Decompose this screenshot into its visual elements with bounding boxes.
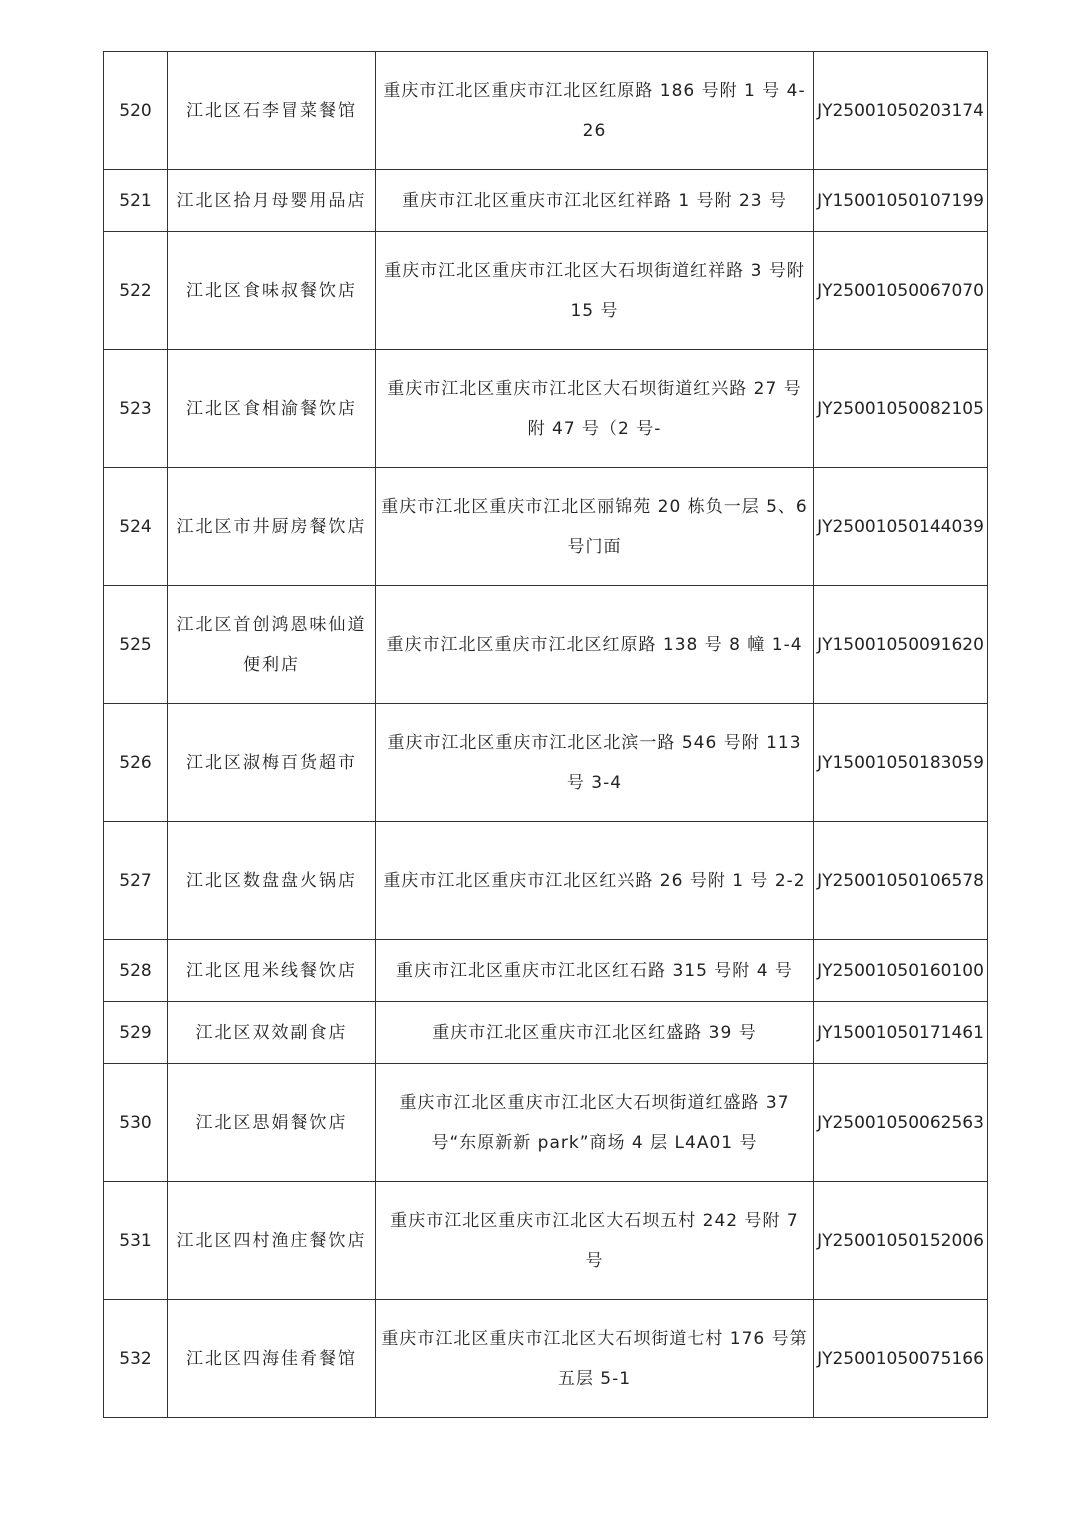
business-address: 重庆市江北区重庆市江北区红原路 138 号 8 幢 1-4 xyxy=(376,586,814,704)
license-number: JY15001050107199 xyxy=(814,170,988,232)
license-number: JY25001050152006 xyxy=(814,1182,988,1300)
license-number: JY25001050106578 xyxy=(814,822,988,940)
table-row xyxy=(104,1300,988,1418)
license-number: JY15001050091620 xyxy=(814,586,988,704)
row-number: 521 xyxy=(104,170,168,232)
row-number: 532 xyxy=(104,1300,168,1418)
business-name: 江北区食相渝餐饮店 xyxy=(168,350,376,468)
table-row xyxy=(104,1182,988,1300)
license-table xyxy=(103,51,988,1418)
business-address: 重庆市江北区重庆市江北区大石坝街道七村 176 号第五层 5-1 xyxy=(376,1300,814,1418)
table-row xyxy=(104,1002,988,1064)
row-number: 522 xyxy=(104,232,168,350)
business-address: 重庆市江北区重庆市江北区大石坝街道红兴路 27 号附 47 号（2 号- xyxy=(376,350,814,468)
license-number: JY25001050067070 xyxy=(814,232,988,350)
license-number: JY15001050183059 xyxy=(814,704,988,822)
row-number: 530 xyxy=(104,1064,168,1182)
license-number: JY25001050082105 xyxy=(814,350,988,468)
business-name: 江北区四海佳肴餐馆 xyxy=(168,1300,376,1418)
business-name: 江北区甩米线餐饮店 xyxy=(168,940,376,1002)
table-row xyxy=(104,350,988,468)
row-number: 527 xyxy=(104,822,168,940)
license-number: JY25001050160100 xyxy=(814,940,988,1002)
business-name: 江北区市井厨房餐饮店 xyxy=(168,468,376,586)
row-number: 528 xyxy=(104,940,168,1002)
business-name: 江北区数盘盘火锅店 xyxy=(168,822,376,940)
business-address: 重庆市江北区重庆市江北区红原路 186 号附 1 号 4-26 xyxy=(376,52,814,170)
table-row xyxy=(104,52,988,170)
business-address: 重庆市江北区重庆市江北区大石坝街道红祥路 3 号附 15 号 xyxy=(376,232,814,350)
business-name: 江北区首创鸿恩味仙道便利店 xyxy=(168,586,376,704)
table-row xyxy=(104,170,988,232)
business-address: 重庆市江北区重庆市江北区红盛路 39 号 xyxy=(376,1002,814,1064)
table-row xyxy=(104,1064,988,1182)
business-address: 重庆市江北区重庆市江北区红祥路 1 号附 23 号 xyxy=(376,170,814,232)
business-name: 江北区四村渔庄餐饮店 xyxy=(168,1182,376,1300)
table-row xyxy=(104,232,988,350)
business-name: 江北区石李冒菜餐馆 xyxy=(168,52,376,170)
table-row xyxy=(104,586,988,704)
business-address: 重庆市江北区重庆市江北区红石路 315 号附 4 号 xyxy=(376,940,814,1002)
table-row xyxy=(104,704,988,822)
business-name: 江北区拾月母婴用品店 xyxy=(168,170,376,232)
table-row xyxy=(104,822,988,940)
license-number: JY25001050203174 xyxy=(814,52,988,170)
business-address: 重庆市江北区重庆市江北区北滨一路 546 号附 113 号 3-4 xyxy=(376,704,814,822)
row-number: 531 xyxy=(104,1182,168,1300)
license-number: JY15001050171461 xyxy=(814,1002,988,1064)
row-number: 525 xyxy=(104,586,168,704)
license-number: JY25001050075166 xyxy=(814,1300,988,1418)
license-number: JY25001050144039 xyxy=(814,468,988,586)
business-name: 江北区淑梅百货超市 xyxy=(168,704,376,822)
business-address: 重庆市江北区重庆市江北区大石坝五村 242 号附 7 号 xyxy=(376,1182,814,1300)
business-name: 江北区双效副食店 xyxy=(168,1002,376,1064)
row-number: 524 xyxy=(104,468,168,586)
business-address: 重庆市江北区重庆市江北区大石坝街道红盛路 37 号“东原新新 park”商场 4 层 L4A01 号 xyxy=(376,1064,814,1182)
table-row xyxy=(104,468,988,586)
license-number: JY25001050062563 xyxy=(814,1064,988,1182)
table-row xyxy=(104,940,988,1002)
business-name: 江北区食味叔餐饮店 xyxy=(168,232,376,350)
business-address: 重庆市江北区重庆市江北区丽锦苑 20 栋负一层 5、6 号门面 xyxy=(376,468,814,586)
business-address: 重庆市江北区重庆市江北区红兴路 26 号附 1 号 2-2 xyxy=(376,822,814,940)
row-number: 523 xyxy=(104,350,168,468)
row-number: 526 xyxy=(104,704,168,822)
business-name: 江北区思娟餐饮店 xyxy=(168,1064,376,1182)
row-number: 520 xyxy=(104,52,168,170)
row-number: 529 xyxy=(104,1002,168,1064)
